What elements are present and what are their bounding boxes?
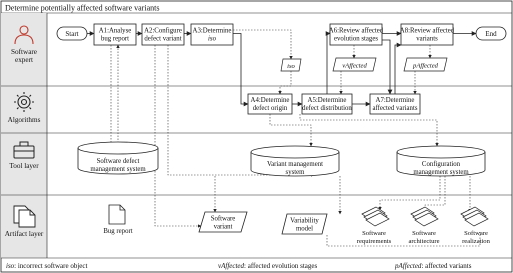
activity-a1 [94, 24, 136, 45]
svg-text:pAffected: pAffected [413, 62, 438, 70]
legend-item-vaffected: vAffected: affected evolution stages [218, 262, 318, 270]
lane-label: expert [15, 56, 33, 64]
svg-text:defect origin: defect origin [252, 105, 288, 112]
diagram-title: Determine potentially affected software variants [5, 3, 160, 13]
tool-variant-management-system [251, 146, 339, 176]
svg-text:Software defect: Software defect [96, 158, 140, 165]
svg-text:A7:Determine: A7:Determine [375, 97, 415, 104]
artifact-variability-model [282, 214, 327, 234]
legend-item-iso: iso: incorrect software object [6, 262, 88, 270]
svg-text:Software: Software [412, 230, 436, 237]
svg-text:A4:Determine: A4:Determine [250, 97, 290, 104]
activity-a7 [370, 94, 420, 114]
tool-software-defect-management-system [78, 142, 158, 174]
svg-text:iso: iso [287, 63, 295, 70]
svg-text:A8:Review affected: A8:Review affected [399, 27, 455, 35]
svg-text:Variability: Variability [290, 217, 319, 225]
svg-text:management system: management system [90, 166, 146, 173]
activity-a2 [142, 24, 184, 45]
svg-text:Software: Software [210, 215, 236, 223]
svg-text:Software: Software [464, 230, 488, 237]
legend-item-paffected: pAffected: affected variants [395, 262, 472, 270]
tool-configuration-management-system [397, 146, 485, 176]
svg-text:defect variant: defect variant [144, 35, 182, 43]
activity-a8 [400, 24, 455, 45]
legend [6, 262, 472, 270]
lane-label: Algorithms [7, 116, 41, 124]
svg-text:Start: Start [65, 30, 79, 38]
svg-text:End: End [485, 30, 497, 38]
svg-text:variant: variant [213, 223, 233, 231]
activity-a6 [329, 24, 384, 45]
svg-text:A1:Analyse: A1:Analyse [98, 27, 132, 35]
activity-a3 [191, 24, 233, 45]
svg-text:realization: realization [462, 238, 490, 245]
lane-label: Tool layer [9, 162, 39, 170]
svg-text:Software: Software [362, 230, 386, 237]
end-event [476, 27, 506, 40]
svg-text:iso: iso [208, 35, 216, 43]
svg-text:A3:Determine: A3:Determine [192, 27, 232, 35]
svg-text:Configuration: Configuration [421, 161, 461, 168]
activity-a5 [302, 94, 352, 114]
lane-label: Artifact layer [4, 230, 44, 238]
svg-text:Bug report: Bug report [103, 228, 133, 235]
artifact-software-variant [199, 212, 247, 232]
svg-text:A5:Determine: A5:Determine [307, 97, 347, 104]
svg-text:model: model [296, 225, 313, 233]
svg-text:management system: management system [413, 169, 469, 176]
svg-text:architecture: architecture [408, 238, 440, 245]
svg-text:system: system [285, 169, 305, 176]
activity-a4 [248, 94, 292, 114]
svg-text:bug report: bug report [100, 35, 130, 43]
svg-text:defect distribution: defect distribution [302, 105, 352, 112]
start-event [57, 27, 87, 40]
data-object-paffected [404, 58, 447, 71]
data-object-vaffected [333, 58, 376, 71]
svg-text:Variant management: Variant management [266, 161, 324, 168]
lane-label: Software [11, 48, 37, 56]
svg-text:affected variants: affected variants [372, 105, 418, 112]
data-object-iso [281, 59, 301, 71]
svg-text:variants: variants [416, 35, 438, 43]
svg-text:A2:Configure: A2:Configure [144, 27, 182, 35]
svg-text:evolution stages: evolution stages [334, 35, 378, 43]
svg-text:A6:Review affected: A6:Review affected [328, 27, 384, 35]
svg-text:requirements: requirements [356, 238, 392, 245]
svg-text:vAffected: vAffected [342, 62, 367, 70]
